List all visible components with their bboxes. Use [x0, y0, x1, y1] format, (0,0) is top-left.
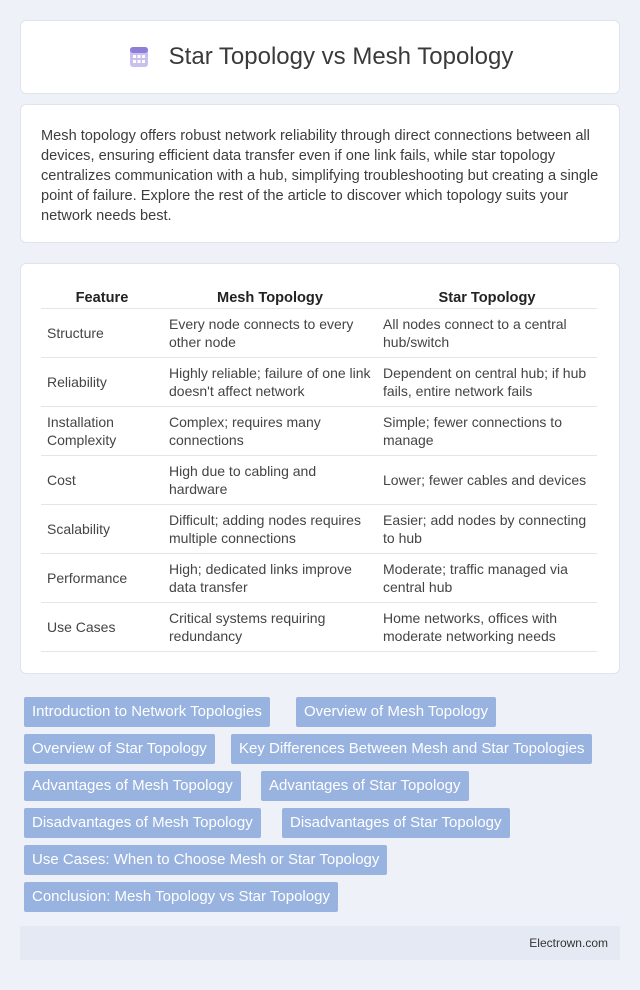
table-cell: Complex; requires many connections	[163, 406, 377, 455]
table-cell: Lower; fewer cables and devices	[377, 455, 597, 504]
table-cell: High due to cabling and hardware	[163, 455, 377, 504]
table-cell: Difficult; adding nodes requires multiple connections	[163, 504, 377, 553]
column-header-mesh: Mesh Topology	[163, 286, 377, 308]
comparison-table-card	[20, 263, 620, 674]
table-cell: Use Cases	[41, 602, 163, 651]
table-cell: High; dedicated links improve data transfer	[163, 553, 377, 602]
link-advantages-star[interactable]: Advantages of Star Topology	[261, 771, 469, 801]
link-use-cases[interactable]: Use Cases: When to Choose Mesh or Star Topology	[24, 845, 387, 875]
table-row	[41, 602, 597, 651]
table-cell: Critical systems requiring redundancy	[163, 602, 377, 651]
link-overview-mesh[interactable]: Overview of Mesh Topology	[296, 697, 496, 727]
link-overview-star[interactable]: Overview of Star Topology	[24, 734, 215, 764]
calculator-grid-icon	[127, 45, 151, 69]
table-cell: Easier; add nodes by connecting to hub	[377, 504, 597, 553]
page-header	[20, 20, 620, 94]
table-cell: Performance	[41, 553, 163, 602]
table-cell: All nodes connect to a central hub/switch	[377, 308, 597, 357]
table-cell: Highly reliable; failure of one link doesn't affect network	[163, 357, 377, 406]
page-title: Star Topology vs Mesh Topology	[168, 43, 514, 70]
table-cell: Scalability	[41, 504, 163, 553]
intro-section	[20, 104, 620, 243]
table-cell: Installation Complexity	[41, 406, 163, 455]
link-conclusion[interactable]: Conclusion: Mesh Topology vs Star Topology	[24, 882, 338, 912]
table-cell: Moderate; traffic managed via central hub	[377, 553, 597, 602]
link-disadvantages-mesh[interactable]: Disadvantages of Mesh Topology	[24, 808, 261, 838]
column-header-feature: Feature	[41, 286, 163, 308]
link-disadvantages-star[interactable]: Disadvantages of Star Topology	[282, 808, 510, 838]
intro-text: Mesh topology offers robust network reliability through direct connections between all devices, ensuring efficient data transfer even if one link fails, while star topology centralizes communication with a hub, simplifying troubleshooting but creating a single point of failure. Explore the rest of the article to discover which topology suits your network needs best.	[41, 128, 599, 224]
table-row	[41, 406, 597, 455]
table-cell: Reliability	[41, 357, 163, 406]
table-row	[41, 308, 597, 357]
column-header-star: Star Topology	[377, 286, 597, 308]
link-introduction[interactable]: Introduction to Network Topologies	[24, 697, 270, 727]
table-row	[41, 357, 597, 406]
footer	[20, 926, 620, 960]
comparison-table	[41, 286, 597, 652]
table-header-row	[41, 286, 597, 308]
footer-brand: Electrown.com	[529, 936, 608, 950]
table-cell: Simple; fewer connections to manage	[377, 406, 597, 455]
table-cell: Home networks, offices with moderate networking needs	[377, 602, 597, 651]
link-key-differences[interactable]: Key Differences Between Mesh and Star Topologies	[231, 734, 592, 764]
table-cell: Cost	[41, 455, 163, 504]
table-cell: Every node connects to every other node	[163, 308, 377, 357]
table-cell: Dependent on central hub; if hub fails, entire network fails	[377, 357, 597, 406]
link-advantages-mesh[interactable]: Advantages of Mesh Topology	[24, 771, 241, 801]
table-cell: Structure	[41, 308, 163, 357]
table-row	[41, 553, 597, 602]
table-row	[41, 455, 597, 504]
table-row	[41, 504, 597, 553]
